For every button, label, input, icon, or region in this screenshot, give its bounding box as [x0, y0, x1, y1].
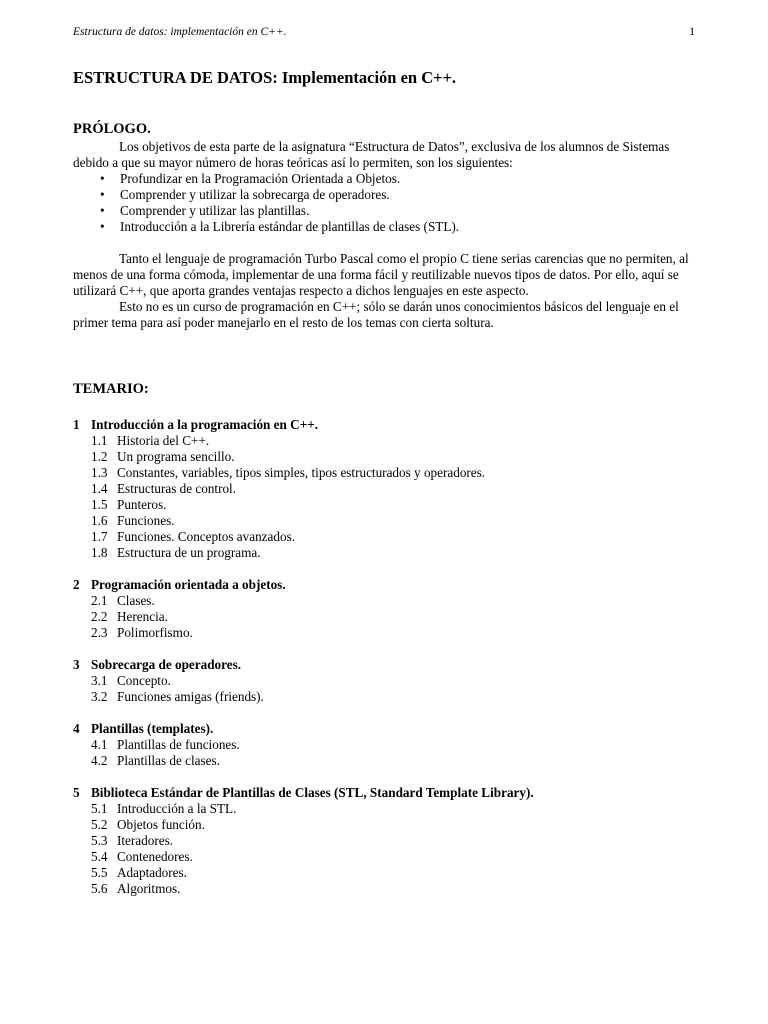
- item-number: 2.1: [91, 593, 108, 608]
- unit-title: [73, 721, 695, 737]
- unit-title-text: Sobrecarga de operadores.: [91, 657, 242, 672]
- objective-text: Comprender y utilizar la sobrecarga de operadores.: [120, 187, 390, 202]
- syllabus-item: [73, 753, 695, 769]
- item-number: 5.5: [91, 865, 108, 880]
- item-number: 1.5: [91, 497, 108, 512]
- document-title: ESTRUCTURA DE DATOS: Implementación en C++.: [73, 68, 457, 87]
- item-number: 2.2: [91, 609, 108, 624]
- item-number: 1.1: [91, 433, 108, 448]
- item-number: 5.3: [91, 833, 108, 848]
- syllabus-unit: [73, 417, 695, 561]
- objective-item: [73, 187, 691, 203]
- item-text: Estructura de un programa.: [117, 545, 261, 560]
- item-number: 3.2: [91, 689, 108, 704]
- item-number: 3.1: [91, 673, 108, 688]
- item-text: Contenedores.: [117, 849, 193, 864]
- objective-item: [73, 219, 691, 235]
- unit-title-text: Introducción a la programación en C++.: [91, 417, 319, 432]
- objective-text: Profundizar en la Programación Orientada a Objetos.: [120, 171, 401, 186]
- syllabus-item: [73, 865, 695, 881]
- item-number: 1.6: [91, 513, 108, 528]
- item-text: Estructuras de control.: [117, 481, 237, 496]
- unit-number: 3: [73, 657, 80, 672]
- item-text: Plantillas de funciones.: [117, 737, 240, 752]
- syllabus-unit: [73, 785, 695, 897]
- item-number: 5.6: [91, 881, 108, 896]
- temario-heading: TEMARIO:: [73, 381, 149, 397]
- syllabus-item: [73, 513, 695, 529]
- item-text: Concepto.: [117, 673, 171, 688]
- item-text: Funciones amigas (friends).: [117, 689, 264, 704]
- item-number: 1.4: [91, 481, 108, 496]
- item-text: Clases.: [117, 593, 155, 608]
- syllabus-item: [73, 529, 695, 545]
- item-number: 1.3: [91, 465, 108, 480]
- item-number: 4.2: [91, 753, 108, 768]
- unit-title-text: Plantillas (templates).: [91, 721, 214, 736]
- item-number: 5.4: [91, 849, 108, 864]
- syllabus-item: [73, 849, 695, 865]
- unit-number: 4: [73, 721, 80, 736]
- objective-item: [73, 203, 691, 219]
- item-text: Algoritmos.: [117, 881, 181, 896]
- syllabus-item: [73, 545, 695, 561]
- unit-title-text: Biblioteca Estándar de Plantillas de Clases (STL, Standard Template Library).: [91, 785, 534, 800]
- unit-title: [73, 577, 695, 593]
- page-number: 1: [689, 26, 695, 38]
- syllabus-item: [73, 881, 695, 897]
- item-number: 4.1: [91, 737, 108, 752]
- item-text: Plantillas de clases.: [117, 753, 220, 768]
- prologo-intro: Los objetivos de esta parte de la asignatura “Estructura de Datos”, exclusiva de los alumnos de Sistemas debido a que su mayor número de horas teóricas así lo permiten, son los siguientes:: [73, 139, 670, 170]
- objectives-list: [73, 171, 691, 235]
- document-page: [73, 26, 695, 896]
- syllabus-item: [73, 481, 695, 497]
- syllabus-item: [73, 593, 695, 609]
- unit-number: 2: [73, 577, 80, 592]
- prologo-paragraph: Tanto el lenguaje de programación Turbo Pascal como el propio C tiene serias carencias que no permiten, al menos de una forma cómoda, implementar de una forma fácil y reutilizable nuevos tipos de datos. Por ello, aquí se utilizará C++, que aporta grandes ventajas respecto a dichos lenguajes en este aspecto.: [73, 251, 689, 298]
- bullet-icon: •: [100, 203, 105, 218]
- bullet-icon: •: [100, 187, 105, 202]
- item-number: 5.2: [91, 817, 108, 832]
- item-text: Constantes, variables, tipos simples, tipos estructurados y operadores.: [117, 465, 486, 480]
- item-number: 1.7: [91, 529, 108, 544]
- syllabus-item: [73, 689, 695, 705]
- unit-title: [73, 785, 695, 801]
- item-text: Objetos función.: [117, 817, 205, 832]
- syllabus: [73, 417, 695, 913]
- bullet-icon: •: [100, 219, 105, 234]
- item-text: Funciones.: [117, 513, 175, 528]
- syllabus-item: [73, 465, 695, 481]
- prologo-section: [73, 139, 691, 331]
- running-header: [73, 26, 695, 42]
- syllabus-unit: [73, 657, 695, 705]
- syllabus-item: [73, 737, 695, 753]
- item-text: Historia del C++.: [117, 433, 210, 448]
- objective-text: Introducción a la Librería estándar de plantillas de clases (STL).: [120, 219, 460, 234]
- unit-title-text: Programación orientada a objetos.: [91, 577, 286, 592]
- syllabus-item: [73, 817, 695, 833]
- syllabus-item: [73, 433, 695, 449]
- syllabus-item: [73, 673, 695, 689]
- item-number: 2.3: [91, 625, 108, 640]
- prologo-heading: PRÓLOGO.: [73, 121, 151, 137]
- syllabus-item: [73, 801, 695, 817]
- syllabus-unit: [73, 721, 695, 769]
- item-text: Adaptadores.: [117, 865, 187, 880]
- syllabus-unit: [73, 577, 695, 641]
- item-text: Funciones. Conceptos avanzados.: [117, 529, 295, 544]
- syllabus-item: [73, 833, 695, 849]
- unit-title: [73, 417, 695, 433]
- syllabus-item: [73, 449, 695, 465]
- item-text: Punteros.: [117, 497, 167, 512]
- running-header-title: Estructura de datos: implementación en C++.: [73, 26, 287, 38]
- prologo-paragraph: Esto no es un curso de programación en C++; sólo se darán unos conocimientos básicos del lenguaje en el primer tema para así poder manejarlo en el resto de los temas con cierta soltura.: [73, 299, 679, 330]
- item-number: 1.2: [91, 449, 108, 464]
- item-number: 5.1: [91, 801, 108, 816]
- unit-number: 5: [73, 785, 80, 800]
- item-text: Polimorfismo.: [117, 625, 193, 640]
- item-number: 1.8: [91, 545, 108, 560]
- item-text: Herencia.: [117, 609, 168, 624]
- item-text: Introducción a la STL.: [117, 801, 237, 816]
- unit-number: 1: [73, 417, 80, 432]
- syllabus-item: [73, 625, 695, 641]
- objective-text: Comprender y utilizar las plantillas.: [120, 203, 310, 218]
- objective-item: [73, 171, 691, 187]
- syllabus-item: [73, 497, 695, 513]
- syllabus-item: [73, 609, 695, 625]
- unit-title: [73, 657, 695, 673]
- item-text: Iteradores.: [117, 833, 174, 848]
- item-text: Un programa sencillo.: [117, 449, 235, 464]
- bullet-icon: •: [100, 171, 105, 186]
